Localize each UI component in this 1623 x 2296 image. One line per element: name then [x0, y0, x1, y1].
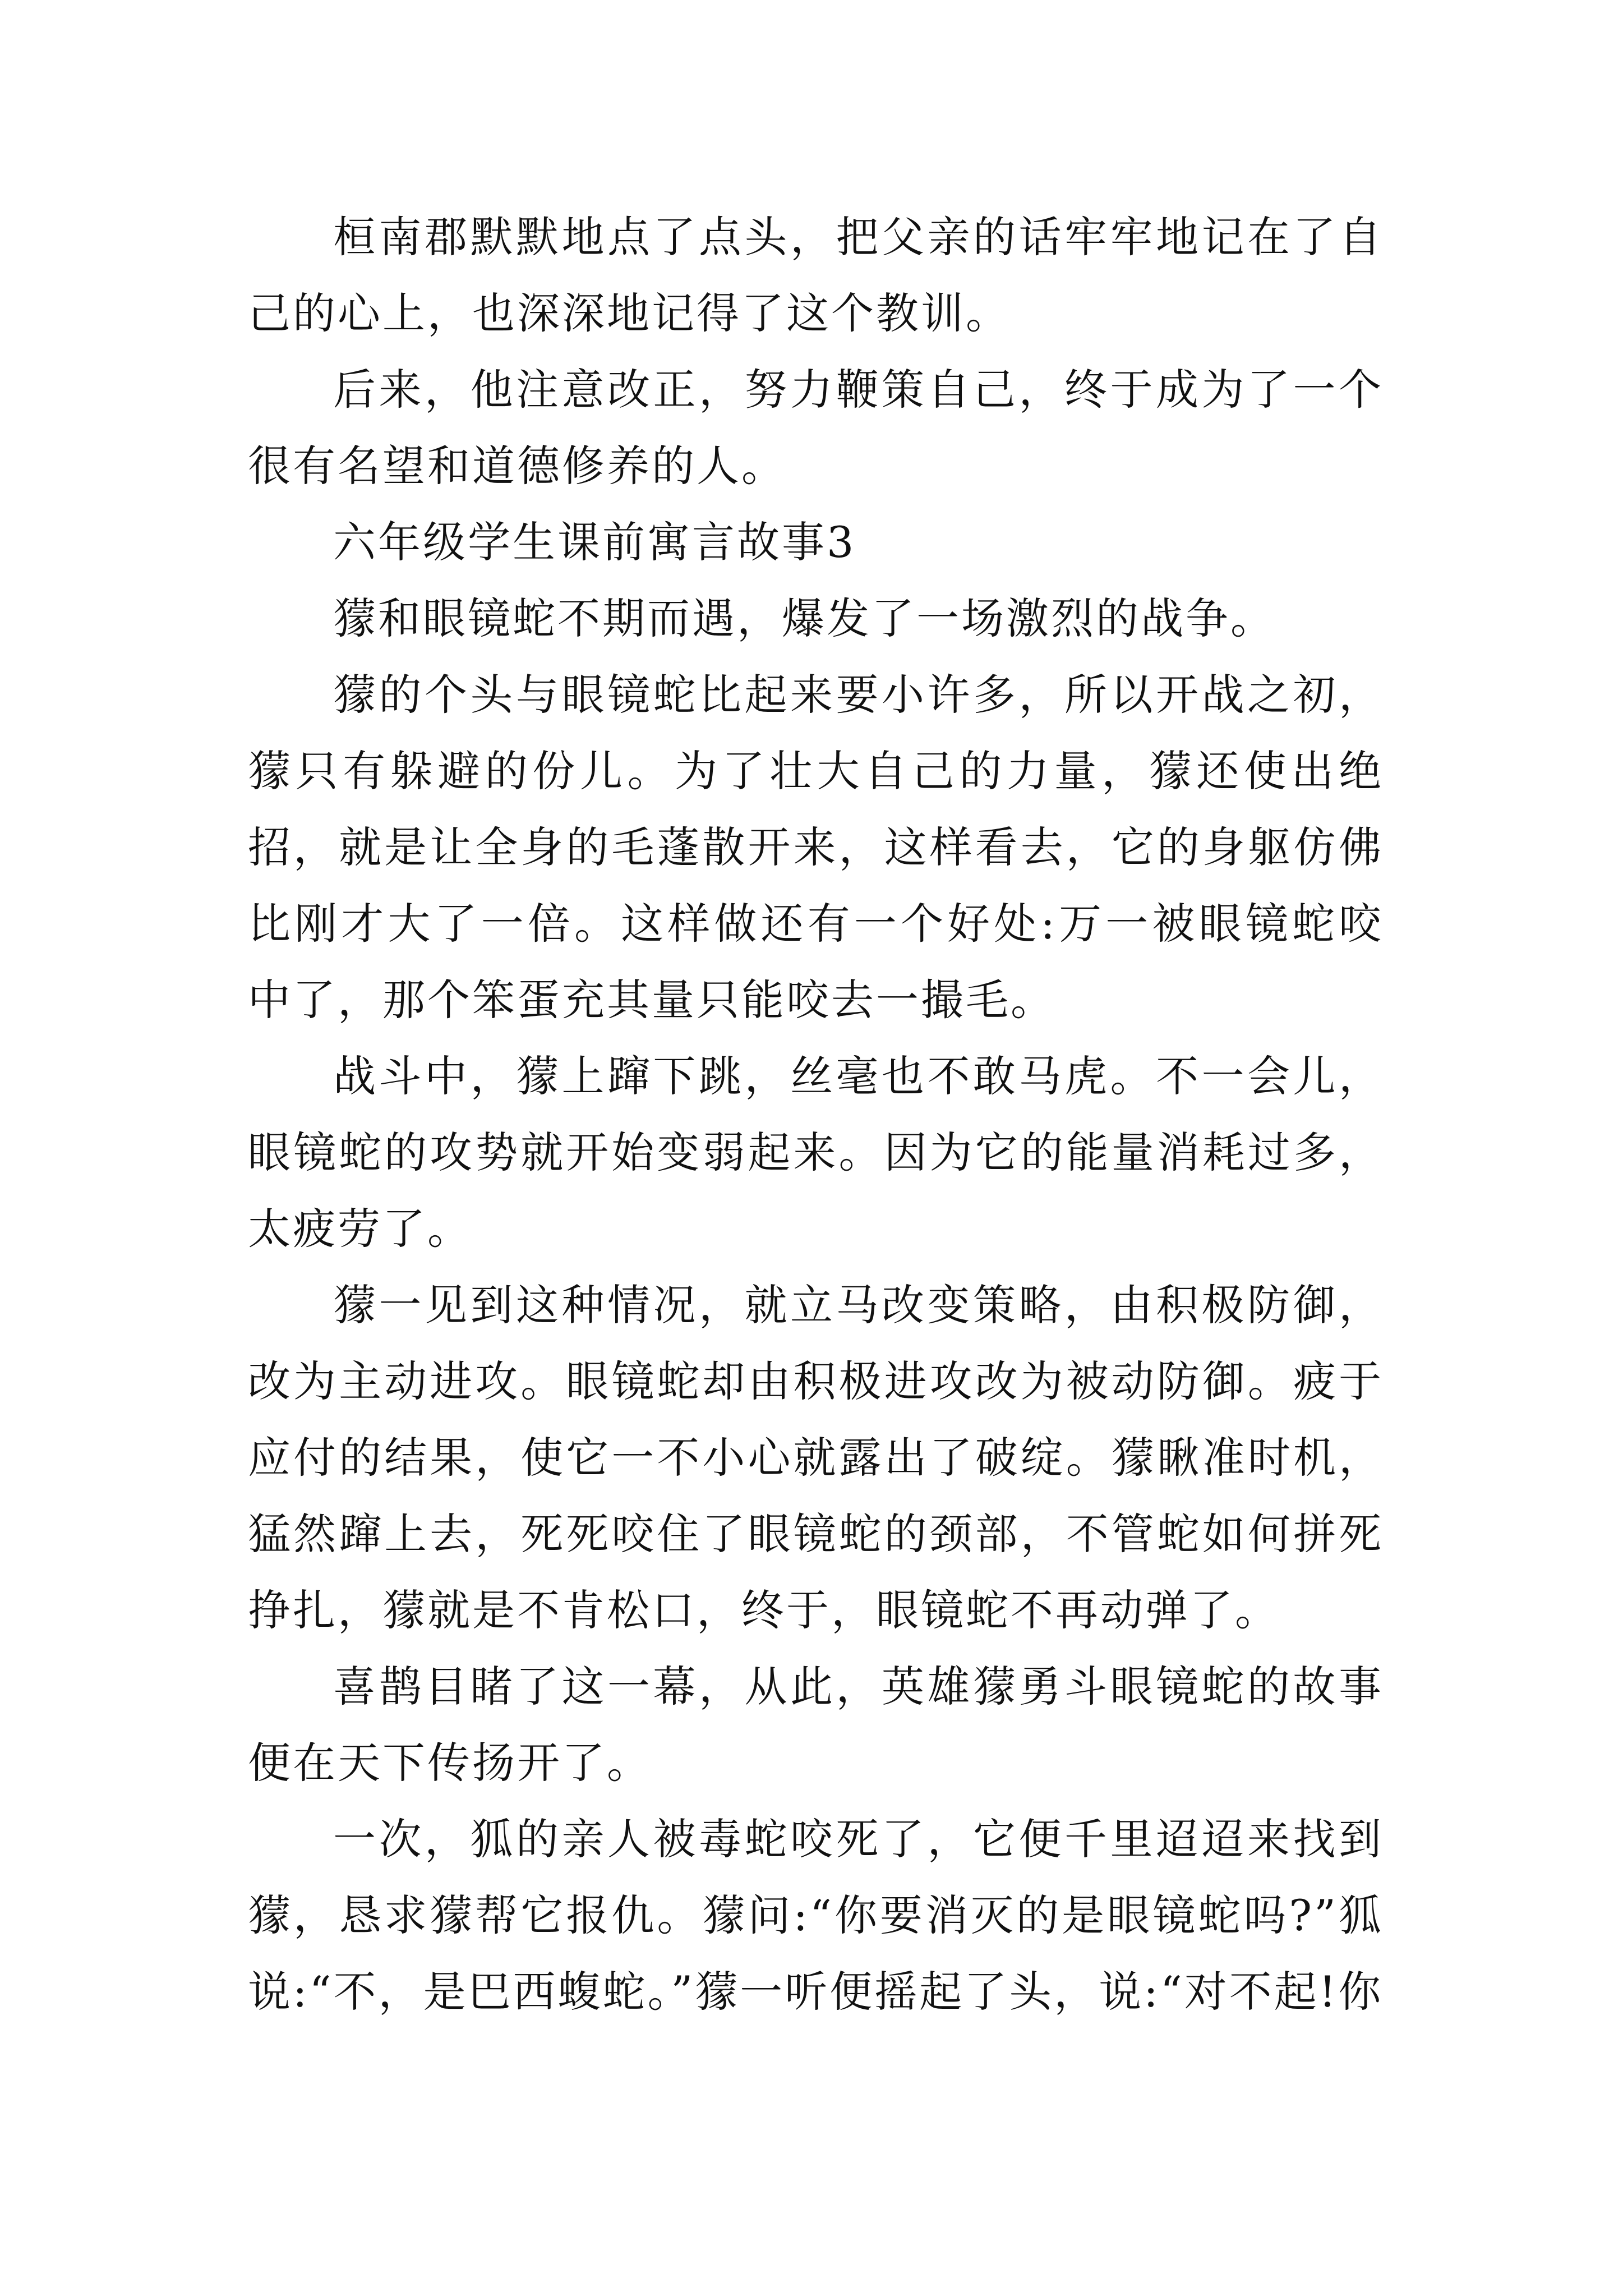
paragraph: 獴和眼镜蛇不期而遇，爆发了一场激烈的战争。 [333, 593, 1275, 643]
section-title: 六年级学生课前寓言故事3 [333, 517, 856, 567]
paragraph: 一次，狐的亲人被毒蛇咬死了，它便千里迢迢来找到獴，恳求獴帮它报仇。獴问:“你要消灭的是眼镜蛇吗?”狐说:“不，是巴西蝮蛇。”獴一听便摇起了头，说:“对不起!你 [248, 1814, 1384, 2017]
paragraph: 战斗中，獴上蹿下跳，丝毫也不敢马虎。不一会儿，眼镜蛇的攻势就开始变弱起来。因为它的能量消耗过多，太疲劳了。 [248, 1051, 1384, 1254]
paragraph: 后来，他注意改正，努力鞭策自己，终于成为了一个很有名望和道德修养的人。 [248, 365, 1384, 491]
paragraph: 喜鹊目睹了这一幕，从此，英雄獴勇斗眼镜蛇的故事便在天下传扬开了。 [248, 1662, 1384, 1788]
paragraph: 獴的个头与眼镜蛇比起来要小许多，所以开战之初，獴只有躲避的份儿。为了壮大自己的力量，獴还使出绝招，就是让全身的毛蓬散开来，这样看去，它的身躯仿佛比刚才大了一倍。这样做还有一个好处:万一被眼镜蛇咬中了，那个笨蛋充其量只能咬去一撮毛。 [248, 670, 1384, 1025]
document-page [248, 199, 1384, 2030]
paragraph: 桓南郡默默地点了点头，把父亲的话牢牢地记在了自己的心上，也深深地记得了这个教训。 [248, 212, 1384, 338]
paragraph: 獴一见到这种情况，就立马改变策略，由积极防御，改为主动进攻。眼镜蛇却由积极进攻改为被动防御。疲于应付的结果，使它一不小心就露出了破绽。獴瞅准时机，猛然蹿上去，死死咬住了眼镜蛇的颈部，不管蛇如何拼死挣扎，獴就是不肯松口，终于，眼镜蛇不再动弹了。 [248, 1280, 1384, 1635]
